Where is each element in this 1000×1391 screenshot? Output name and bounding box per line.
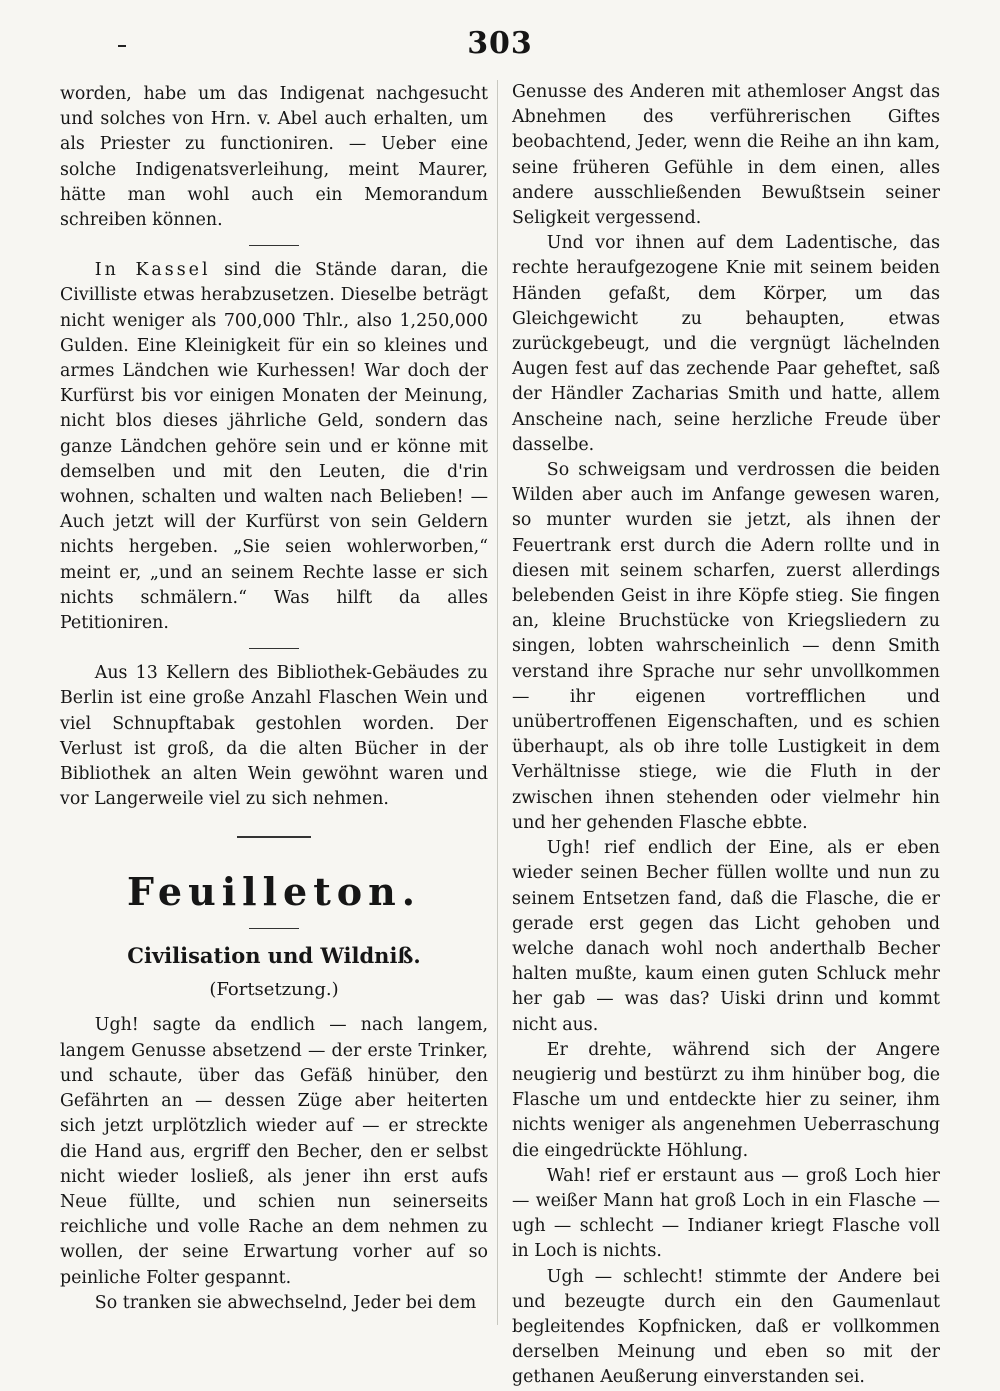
story-continuation-note: (Fortsetzung.) xyxy=(209,979,339,1001)
place-kassel: In Kassel xyxy=(94,260,211,281)
paragraph-story-8: Wah! rief er erstaunt aus — groß Loch hier — weißer Mann hat groß Loch in ein Flasche — ugh — schlecht — Indianer kriegt Flasche voll in Loch is nichts. xyxy=(512,1165,940,1262)
right-column xyxy=(512,80,940,1391)
paragraph-story-3: Genusse des Anderen mit athemloser Angst das Abnehmen des verführerischen Giftes beobachtend, Jeder, wenn die Reihe an ihn kam, seine früheren Gefühle in dem einen, alles andere ausschließenden Bewußtsein seiner Seligkeit vergessend. xyxy=(512,82,940,229)
section-heading-feuilleton: Feuilleton. xyxy=(127,869,421,915)
paragraph-story-2: So tranken sie abwechselnd, Jeder bei dem xyxy=(94,1292,477,1313)
paragraph-story-9: Ugh — schlecht! stimmte der Andere bei und bezeugte durch ein den Gaumenlaut begleitendes Kopfnicken, daß er vollkommen derselben Meinung und eben so mit der gethanen Aeußerung einverstanden sei. xyxy=(512,1266,940,1388)
paragraph-kassel-text: sind die Stände daran, die Civilliste etwas herabzusetzen. Dieselbe beträgt nicht weniger als 700,000 Thlr., also 1,250,000 Gulden. Eine Kleinigkeit für ein so kleines und armes Ländchen wie Kurhessen! War doch der Kurfürst bis vor einigen Monaten der Meinung, nicht blos dieses jährliche Geld, sondern das ganze Ländchen gehöre sein und er könne mit demselben und mit den Leuten, die d'rin wohnen, schalten und walten nach Belieben! — Auch jetzt will der Kurfürst von sein Geldern nichts hergeben. „Sie seien wohlerworben,“ meint er, „und an seinem Rechte lasse er sich nichts schmälern.“ Was hilft da alles Petitioniren. xyxy=(60,260,488,634)
paragraph-berlin: Aus 13 Kellern des Bibliothek-Gebäudes zu Berlin ist eine große Anzahl Flaschen Wein und viel Schnupftabak gestohlen worden. Der Verlust ist groß, da die alten Bücher in der Bibliothek an alten Wein gewöhnt waren und vor Langerweile viel zu sich nehmen. xyxy=(60,663,488,810)
paragraph-story-1: Ugh! sagte da endlich — nach langem, langem Genusse absetzend — der erste Trinker, und schaute, über das Gefäß hinüber, den Gefährten an — dessen Züge aber heiterten sich jetzt urplötzlich wieder auf — er streckte die Hand aus, ergriff den Becher, den er selbst nicht wieder losließ, als jener ihn erst aufs Neue füllte, und schien nun seinerseits reichliche und volle Rache an dem nehmen zu wollen, der seine Erwartung vorher auf so peinliche Folter gespannt. xyxy=(60,1015,488,1288)
column-divider xyxy=(497,80,498,1325)
paragraph-kassel xyxy=(60,258,488,636)
story-title: Civilisation und Wildniß. xyxy=(127,943,421,969)
separator-rule xyxy=(249,928,299,929)
paragraph-story-5: So schweigsam und verdrossen die beiden Wilden aber auch im Anfange gewesen waren, so munter wurden sie jetzt, als ihnen der Feuertrank erst durch die Adern rollte und in diesen mit seinem scharfen, zuerst allerdings belebenden Geist in ihre Köpfe stieg. Sie fingen an, kleine Bruchstücke von Kriegsliedern zu singen, lobten wahrscheinlich — denn Smith verstand ihre Sprache nur sehr unvollkommen — ihr eigenen vortrefflichen und unübertroffenen Eigenschaften, und es schien überhaupt, als ob ihre tolle Lustigkeit in dem Verhältnisse stiege, wie die Fluth in der zwischen ihnen stehenden oder vielmehr hin und her gehenden Flasche ebbte. xyxy=(512,460,940,833)
separator-rule xyxy=(249,648,299,649)
separator-rule xyxy=(249,245,299,246)
page-number: 303 xyxy=(467,26,533,61)
paragraph-indigenat: worden, habe um das Indigenat nachgesucht und solches von Hrn. v. Abel auch erhalten, um als Priester zu functioniren. — Ueber eine solche Indigenatsverleihung, meint Maurer, hätte man wohl auch ein Memorandum schreiben können. xyxy=(60,84,488,231)
section-rule xyxy=(237,836,311,838)
paragraph-story-4: Und vor ihnen auf dem Ladentische, das rechte heraufgezogene Knie mit seinem beiden Händen gefaßt, dem Körper, um das Gleichgewicht zu behaupten, etwas zurückgebeugt, und die vergnügt lächelnden Augen fest auf das zechende Paar geheftet, saß der Händler Zacharias Smith und hatte, allem Anscheine nach, seine herzliche Freude über dasselbe. xyxy=(512,233,940,455)
left-column xyxy=(60,82,488,1316)
paragraph-story-7: Er drehte, während sich der Angere neugierig und bestürzt zu ihm hinüber bog, die Flasche um und entdeckte hier zu seiner, ihm nichts weniger als angenehmen Ueberraschung die eingedrückte Höhlung. xyxy=(512,1039,940,1161)
paragraph-story-6: Ugh! rief endlich der Eine, als er eben wieder seinen Becher füllen wollte und nun zu seinem Entsetzen fand, daß die Flasche, die er gerade erst gegen das Licht gehoben und welche danach wohl noch anderthalb Becher halten mußte, kaum einen guten Schluck mehr her gab — was das? Uiski drinn und kommt nicht aus. xyxy=(512,838,940,1035)
